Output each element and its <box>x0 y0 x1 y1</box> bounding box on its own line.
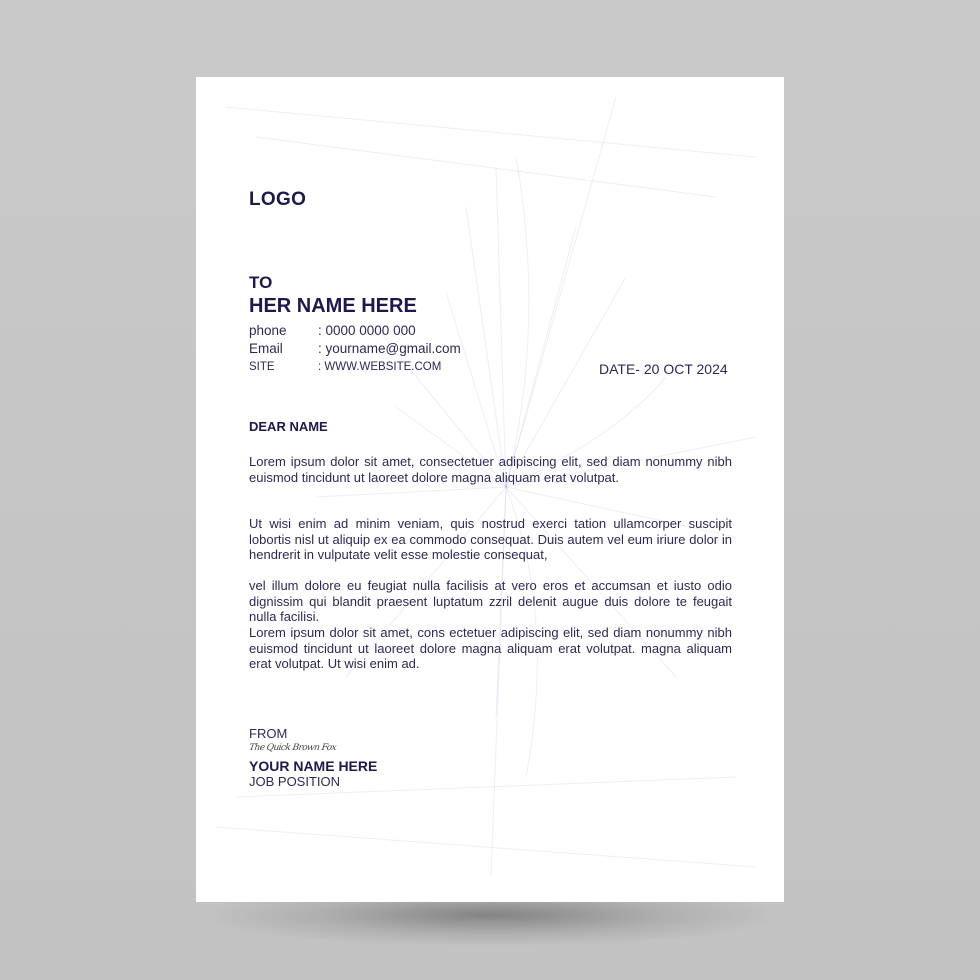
to-label: TO <box>249 273 273 292</box>
job-position: JOB POSITION <box>249 774 341 789</box>
body-paragraph-4: Lorem ipsum dolor sit amet, cons ectetuer adipiscing elit, sed diam nonummy nibh euismod tincidunt ut laoreet dolore magna aliquam erat volutpat. magna aliquam erat volutpat. Ut wisi enim ad. <box>249 625 732 671</box>
sender-name: YOUR NAME HERE <box>249 758 378 774</box>
phone-value: : 0000 0000 000 <box>318 323 416 338</box>
email-label: Email <box>249 341 283 356</box>
recipient-name: HER NAME HERE <box>249 295 417 317</box>
letter-date: DATE- 20 OCT 2024 <box>599 361 728 377</box>
letterhead-page <box>196 77 784 902</box>
phone-label: phone <box>249 323 287 338</box>
signature: The Quick Brown Fox <box>248 743 337 753</box>
from-label: FROM <box>249 726 288 741</box>
company-logo: LOGO <box>249 189 307 210</box>
body-paragraph-2: Ut wisi enim ad minim veniam, quis nostrud exerci tation ullamcorper suscipit lobortis nisl ut aliquip ex ea commodo consequat. Duis autem vel eum iriure dolor in hendrerit in vulputate velit esse molestie consequat, <box>249 516 732 562</box>
body-paragraph-3: vel illum dolore eu feugiat nulla facilisis at vero eros et accumsan et iusto odio dignissim qui blandit praesent luptatum zzril delenit augue duis dolore te feugait nulla facilisi. <box>249 578 732 624</box>
site-label: SITE <box>249 361 275 373</box>
body-paragraph-1: Lorem ipsum dolor sit amet, consectetuer adipiscing elit, sed diam nonummy nibh euismod tincidunt ut laoreet dolore magna aliquam erat volutpat. <box>249 454 732 485</box>
email-value: : yourname@gmail.com <box>318 341 461 356</box>
site-value: : WWW.WEBSITE.COM <box>318 361 442 373</box>
salutation: DEAR NAME <box>249 419 328 434</box>
